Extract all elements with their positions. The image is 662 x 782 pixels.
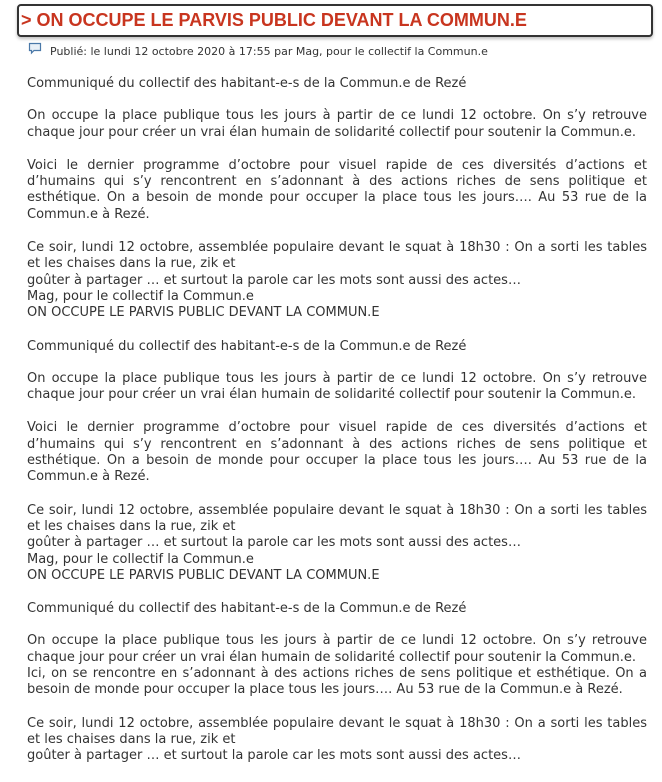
communique-heading: Communiqué du collectif des habitant-e-s de la Commun.e de Rezé	[27, 76, 467, 91]
paragraph: On occupe la place publique tous les jours à partir de ce lundi 12 octobre. On s’y retrouve chaque jour pour créer un vrai élan humain de solidarité collectif pour soutenir la Commun.e.	[27, 108, 647, 140]
paragraph-line: Ici, on se rencontre en s’adonnant à des actions riches de sens politique et esthétique. On a besoin de monde pour occuper la place tous les jours…. Au 53 rue de la Commun.e à Rezé.	[27, 666, 647, 698]
signature-line: Mag, pour le collectif la Commun.e	[27, 551, 254, 567]
paragraph-line: Ce soir, lundi 12 octobre, assemblée populaire devant le squat à 18h30 : On a sorti les tables et les chaises dans la rue, zik et	[27, 502, 647, 534]
signature-line: Mag, pour le collectif la Commun.e	[27, 288, 254, 304]
article-title-box	[17, 4, 653, 37]
communique-heading: Communiqué du collectif des habitant-e-s de la Commun.e de Rezé	[27, 338, 467, 354]
paragraph-line: goûter à partager … et surtout la parole car les mots sont aussi des actes…	[27, 535, 521, 551]
paragraph-group	[27, 503, 647, 584]
title-repeat-line: ON OCCUPE LE PARVIS PUBLIC DEVANT LA COMMUN.E	[27, 305, 380, 321]
paragraph: Voici le dernier programme d’octobre pour visuel rapide de ces diversités d’actions et d’humains qui s’y rencontrent en s’adonnant à des actions riches de sens politique et esthétique. On a besoin de monde pour occuper la place tous les jours…. Au 53 rue de la Commun.e à Rezé.	[27, 157, 647, 222]
paragraph-line: Ce soir, lundi 12 octobre, assemblée populaire devant le squat à 18h30 : On a sorti les tables et les chaises dans la rue, zik et	[27, 715, 647, 747]
paragraph: Voici le dernier programme d’octobre pour visuel rapide de ces diversités d’actions et d’humains qui s’y rencontrent en s’adonnant à des actions riches de sens politique et esthétique. On a besoin de monde pour occuper la place tous les jours…. Au 53 rue de la Commun.e à Rezé.	[27, 420, 647, 485]
paragraph-line: On occupe la place publique tous les jours à partir de ce lundi 12 octobre. On s’y retrouve chaque jour pour créer un vrai élan humain de solidarité collectif pour soutenir la Commun.e.	[27, 633, 647, 665]
paragraph-line: goûter à partager … et surtout la parole car les mots sont aussi des actes…	[27, 272, 521, 288]
post-meta-text: Publié: le lundi 12 octobre 2020 à 17:55 par Mag, pour le collectif la Commun.e	[50, 45, 488, 58]
communique-heading: Communiqué du collectif des habitant-e-s de la Commun.e de Rezé	[27, 601, 467, 617]
title-repeat-line: ON OCCUPE LE PARVIS PUBLIC DEVANT LA COMMUN.E	[27, 567, 380, 583]
comment-bubble-icon	[28, 42, 42, 55]
paragraph: On occupe la place publique tous les jours à partir de ce lundi 12 octobre. On s’y retrouve chaque jour pour créer un vrai élan humain de solidarité collectif pour soutenir la Commun.e.	[27, 370, 647, 403]
paragraph-group	[27, 716, 647, 765]
article-title[interactable]: > ON OCCUPE LE PARVIS PUBLIC DEVANT LA COMMUN.E	[21, 10, 527, 30]
paragraph-line: Ce soir, lundi 12 octobre, assemblée populaire devant le squat à 18h30 : On a sorti les tables et les chaises dans la rue, zik et	[27, 240, 647, 272]
paragraph-group	[27, 633, 647, 698]
article-body	[27, 76, 647, 782]
paragraph-group	[27, 240, 647, 321]
paragraph-line: goûter à partager … et surtout la parole car les mots sont aussi des actes…	[27, 748, 521, 764]
